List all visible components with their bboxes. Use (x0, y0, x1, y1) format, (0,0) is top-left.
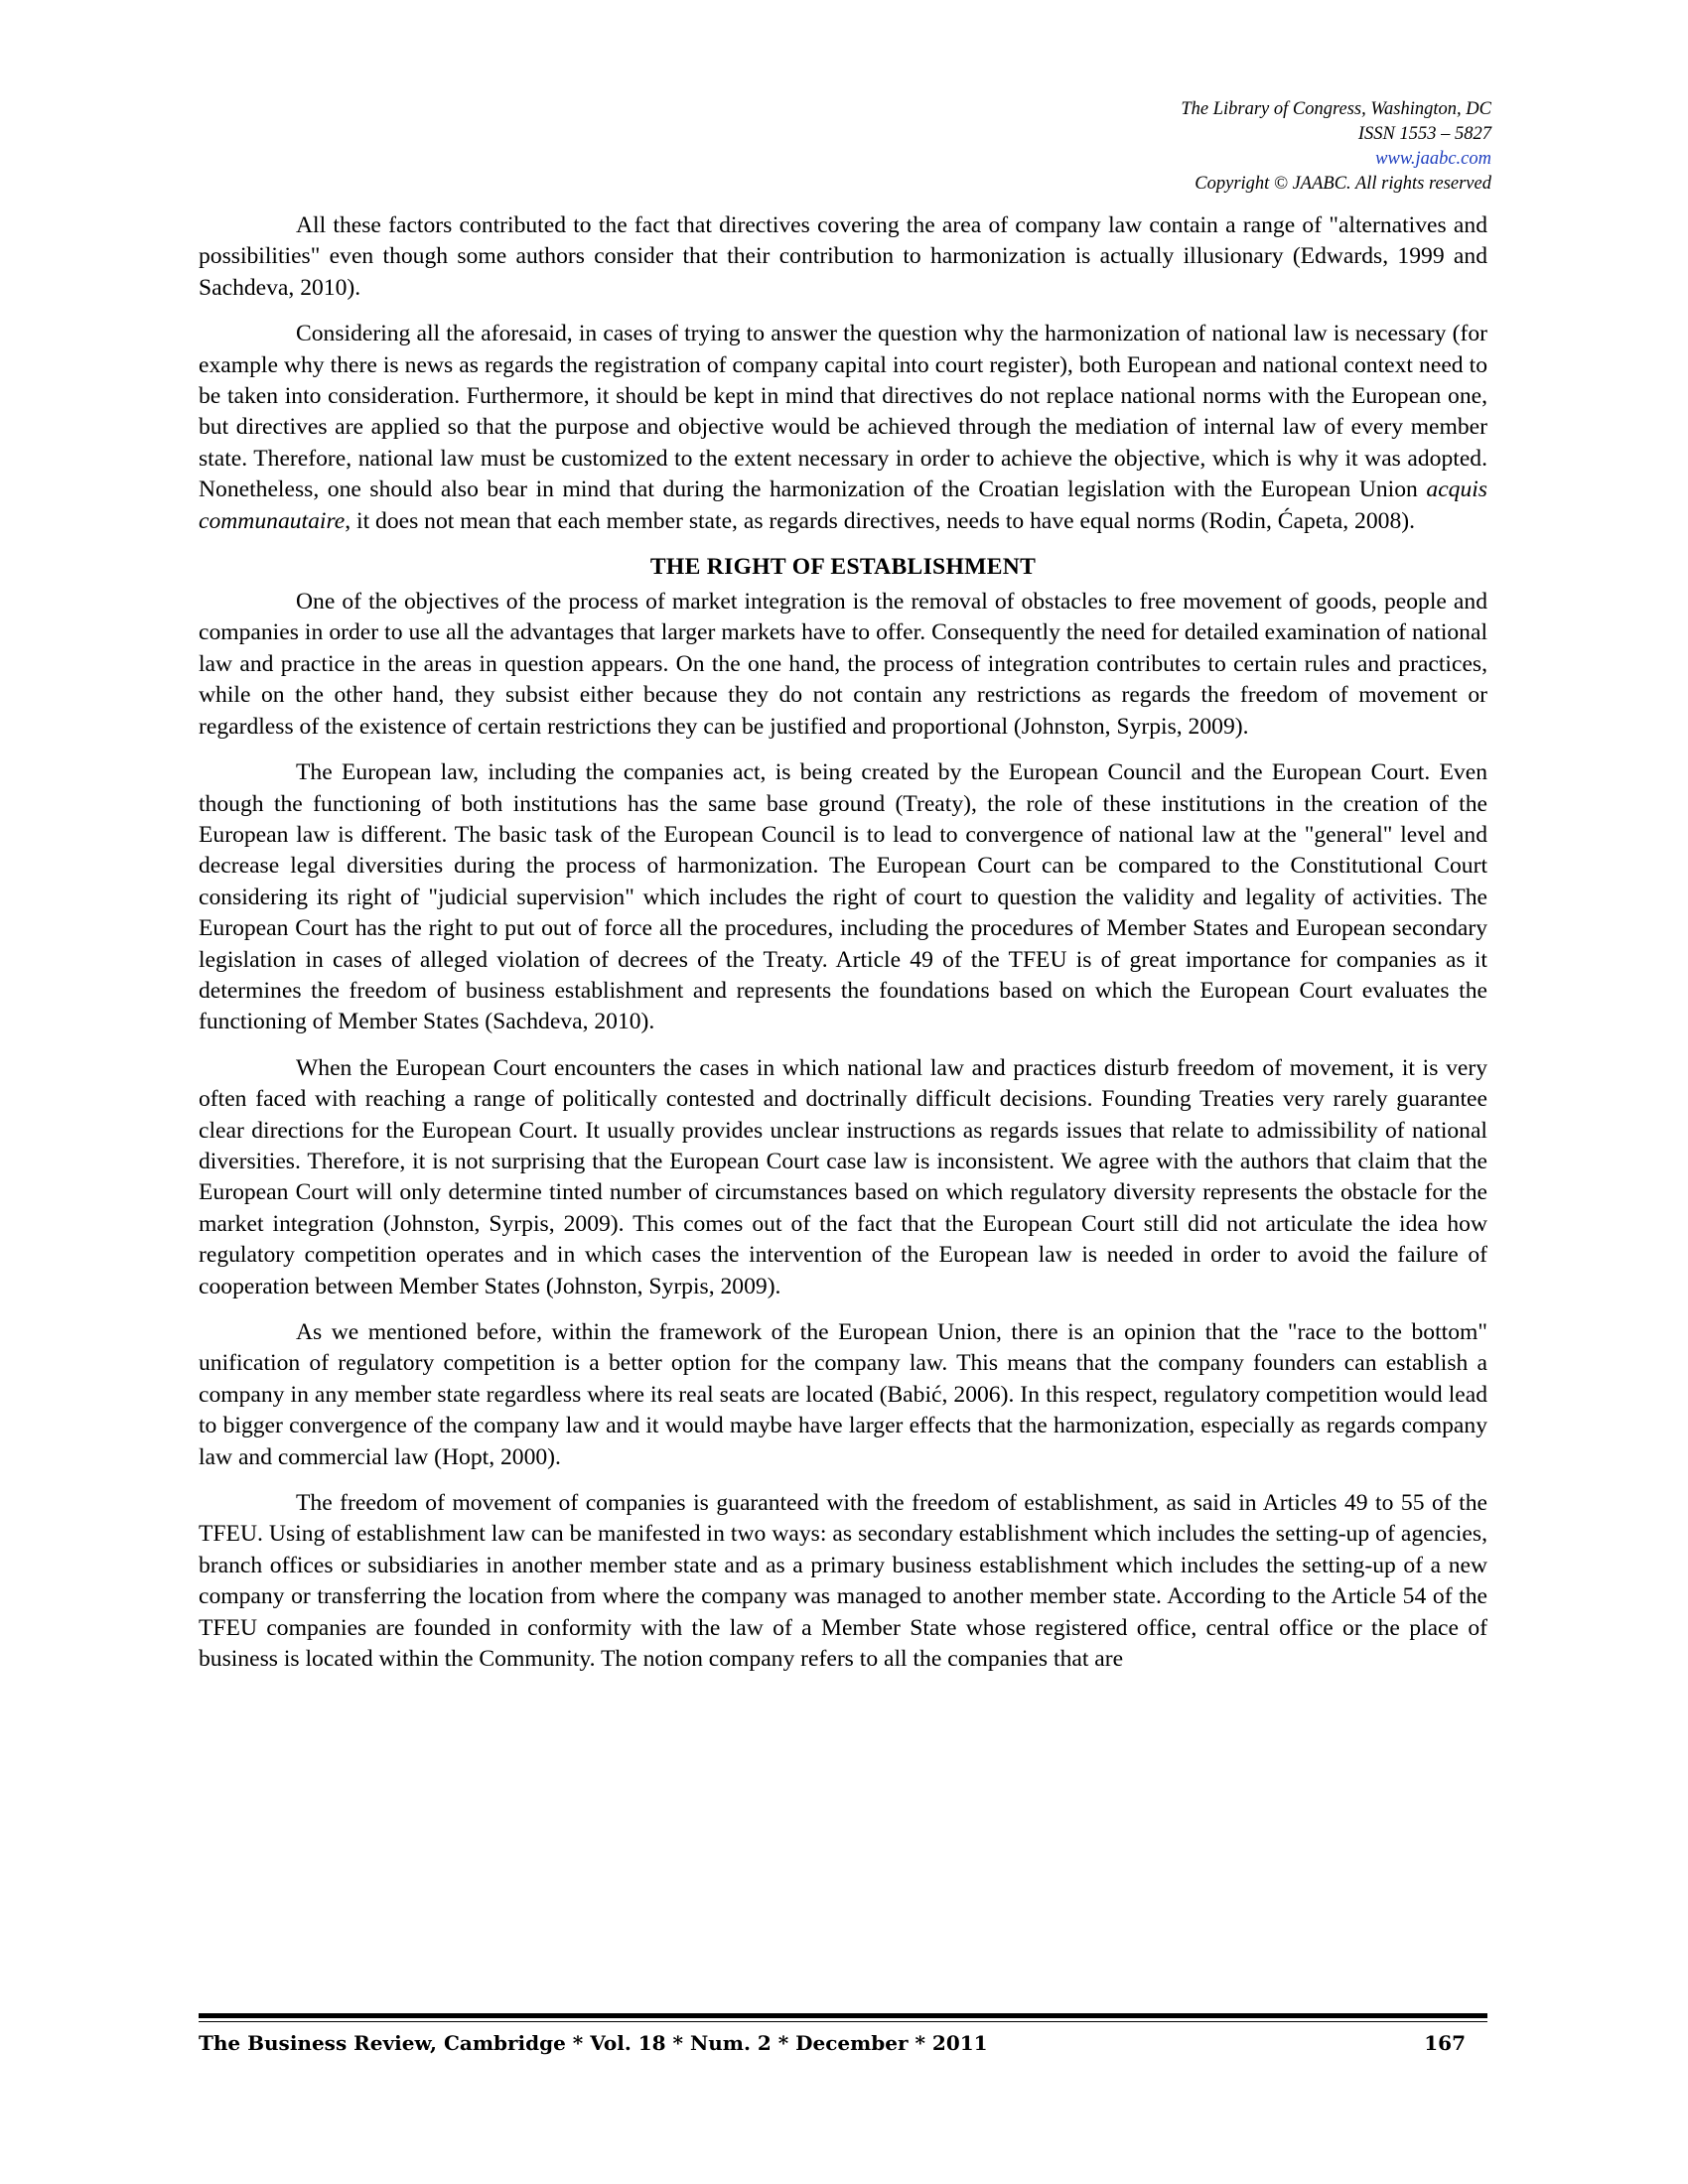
paragraph-4: The European law, including the companies act, is being created by the European Council and the European Court. Even though the functioning of both institutions has the same base ground (Treaty), the role of these institutions in the creation of the European law is different. The basic task of the European Council is to lead to convergence of national law at the "general" level and decrease legal diversities during the process of harmonization. The European Court can be compared to the Constitutional Court considering its right of "judicial supervision" which includes the right of court to question the validity and legality of activities. The European Court has the right to put out of force all the procedures, including the procedures of Member States and European secondary legislation in cases of alleged violation of decrees of the Treaty. Article 49 of the TFEU is of great importance for companies as it determines the freedom of business establishment and represents the foundations based on which the European Court evaluates the functioning of Member States (Sachdeva, 2010). (199, 759, 1487, 1035)
header-url-link[interactable]: www.jaabc.com (1375, 149, 1491, 169)
header-library: The Library of Congress, Washington, DC (1181, 99, 1491, 119)
paragraph-5: When the European Court encounters the cases in which national law and practices disturb freedom of movement, it is very often faced with reaching a range of politically contested and doctrinally difficult decisions. Founding Treaties very rarely guarantee clear directions for the European Court. It usually provides unclear instructions as regards issues that relate to admissibility of national diversities. Therefore, it is not surprising that the European Court case law is inconsistent. We agree with the authors that claim that the European Court will only determine tinted number of circumstances based on which regulatory diversity represents the obstacle for the market integration (Johnston, Syrpis, 2009). This comes out of the fact that the European Court still did not articulate the idea how regulatory competition operates and in which cases the intervention of the European law is needed in order to avoid the failure of cooperation between Member States (Johnston, Syrpis, 2009). (199, 1054, 1487, 1299)
section-heading: THE RIGHT OF ESTABLISHMENT (649, 554, 1037, 581)
paragraph-6: As we mentioned before, within the framework of the European Union, there is an opinion that the "race to the bottom" unification of regulatory competition is a better option for the company law. This means that the company founders can establish a company in any member state regardless where its real seats are located (Babić, 2006). In this respect, regulatory competition would lead to bigger convergence of the company law and it would maybe have larger effects that the harmonization, especially as regards company law and commercial law (Hopt, 2000). (199, 1319, 1487, 1470)
paragraph-2-italic-term: acquis communautaire (199, 477, 1487, 534)
running-footer (199, 2031, 1487, 2061)
header-copyright: Copyright © JAABC. All rights reserved (1195, 174, 1491, 194)
paragraph-2 (199, 319, 1487, 537)
page-number: 167 (1424, 2031, 1466, 2055)
paragraph-2-text-b: , it does not mean that each member state, as regards directives, needs to have equal norms (Rodin, Ćapeta, 2008). (345, 507, 1416, 534)
paragraph-7: The freedom of movement of companies is guaranteed with the freedom of establishment, as said in Articles 49 to 55 of the TFEU. Using of establishment law can be manifested in two ways: as secondary establishment which includes the setting-up of agencies, branch offices or subsidiaries in another member state and as a primary business establishment which includes the setting-up of a new company or transferring the location from where the company was managed to another member state. According to the Article 54 of the TFEU companies are founded in conformity with the law of a Member State whose registered office, central office or the place of business is located within the Community. The notion company refers to all the companies that are (199, 1490, 1487, 1673)
paragraph-2-text-a: Considering all the aforesaid, in cases of trying to answer the question why the harmonization of national law is necessary (for example why there is news as regards the registration of company capital into court register), both European and national context need to be taken into consideration. Furthermore, it should be kept in mind that directives do not replace national norms with the European one, but directives are applied so that the purpose and objective would be achieved through the mediation of internal law of every member state. Therefore, national law must be customized to the extent necessary in order to achieve the objective, which is why it was adopted. Nonetheless, one should also bear in mind that during the harmonization of the Croatian legislation with the European Union (199, 321, 1487, 503)
footer-rule-thick (199, 2013, 1487, 2018)
footer-rule-thin (199, 2021, 1487, 2022)
paragraph-1: All these factors contributed to the fact that directives covering the area of company law contain a range of "alternatives and possibilities" even though some authors consider that their contribution to harmonization is actually illusionary (Edwards, 1999 and Sachdeva, 2010). (199, 212, 1487, 301)
running-header (796, 97, 1491, 197)
header-issn: ISSN 1553 – 5827 (1357, 124, 1491, 144)
footer-journal-info: The Business Review, Cambridge * Vol. 18 * Num. 2 * December * 2011 (199, 2031, 988, 2055)
article-body (199, 210, 1487, 1690)
paragraph-3: One of the objectives of the process of market integration is the removal of obstacles to free movement of goods, people and companies in order to use all the advantages that larger markets have to offer. Consequently the need for detailed examination of national law and practice in the areas in question appears. On the one hand, the process of integration contributes to certain rules and practices, while on the other hand, they subsist either because they do not contain any restrictions as regards the freedom of movement or regardless of the existence of certain restrictions they can be justified and proportional (Johnston, Syrpis, 2009). (199, 589, 1487, 740)
